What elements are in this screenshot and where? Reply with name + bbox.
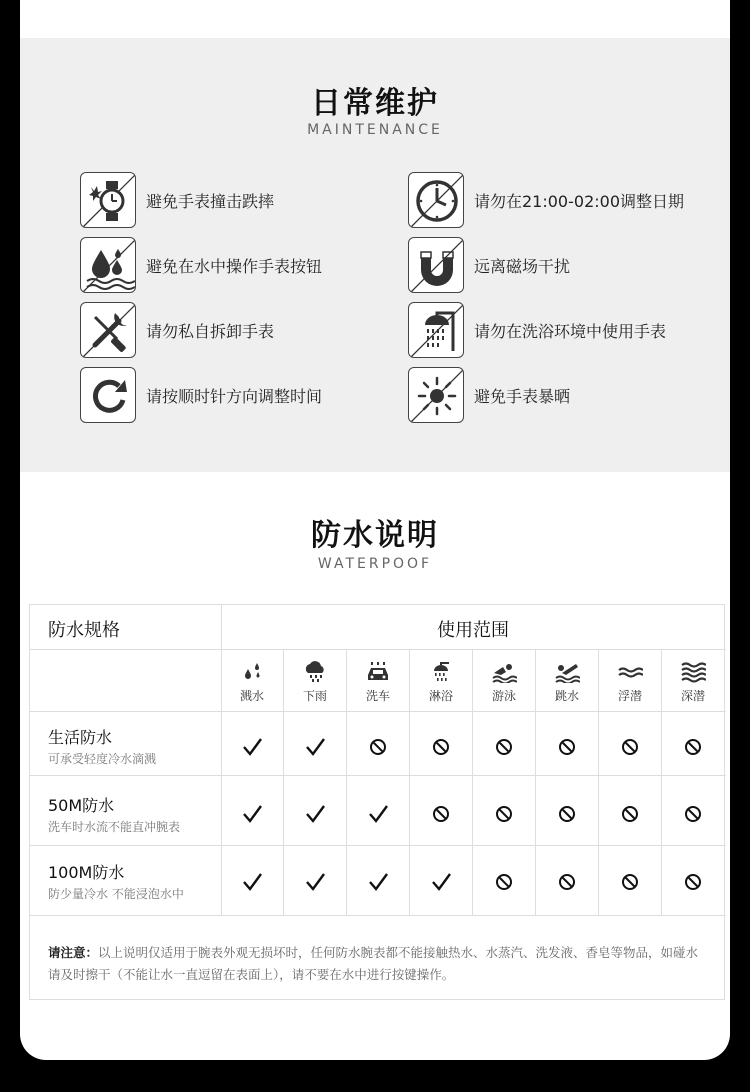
maintenance-item-label: 请勿在洗浴环境中使用手表 — [474, 321, 667, 341]
snorkel-icon — [617, 661, 643, 683]
maintenance-item — [408, 302, 666, 358]
car-wash-icon — [365, 661, 391, 683]
prohibited-icon — [536, 802, 598, 826]
watch-impact-icon — [80, 172, 136, 228]
usage-label: 游泳 — [491, 689, 516, 703]
maintenance-item-label: 避免手表撞击跌摔 — [146, 191, 275, 211]
tools-icon — [80, 302, 136, 358]
maintenance-item — [80, 172, 274, 228]
waterproof-subtitle: WATERPOOF — [317, 556, 433, 572]
usage-column — [473, 661, 535, 704]
spec-desc: 可承受轻度冷水滴溅 — [48, 752, 157, 766]
check-icon — [221, 735, 283, 759]
prohibited-icon — [536, 870, 598, 894]
spec-desc: 防少量冷水 不能浸泡水中 — [48, 887, 184, 901]
prohibited-icon — [473, 735, 535, 759]
usage-label: 跳水 — [554, 689, 579, 703]
note-label: 请注意： — [48, 945, 99, 960]
check-icon — [347, 870, 409, 894]
splash-icon — [240, 661, 264, 683]
prohibited-icon — [536, 735, 598, 759]
prohibited-icon — [410, 735, 472, 759]
maintenance-item-label: 远离磁场干扰 — [474, 256, 571, 276]
sun-icon — [408, 367, 464, 423]
spec-desc: 洗车时水流不能直冲腕表 — [48, 820, 181, 834]
check-icon — [284, 870, 346, 894]
maintenance-title: 日常维护 — [311, 86, 439, 121]
check-icon — [221, 802, 283, 826]
usage-column — [662, 661, 724, 704]
check-icon — [221, 870, 283, 894]
maintenance-section — [20, 38, 730, 472]
water-drops-icon — [80, 237, 136, 293]
maintenance-item — [408, 367, 570, 423]
maintenance-item-label: 请勿私自拆卸手表 — [146, 321, 275, 341]
prohibited-icon — [662, 735, 724, 759]
usage-column — [410, 661, 472, 704]
swim-icon — [491, 661, 517, 683]
shower-icon — [408, 302, 464, 358]
usage-column — [599, 661, 661, 704]
usage-label: 深潜 — [680, 689, 705, 703]
maintenance-item-label: 避免在水中操作手表按钮 — [146, 256, 323, 276]
deep-dive-icon — [680, 661, 706, 683]
usage-label: 下雨 — [302, 689, 327, 703]
page-card — [20, 0, 730, 1060]
prohibited-icon — [662, 870, 724, 894]
note-text — [48, 942, 708, 986]
waterproof-table — [29, 604, 725, 1000]
maintenance-item — [80, 367, 322, 423]
check-icon — [410, 870, 472, 894]
maintenance-item-label: 避免手表暴晒 — [474, 386, 571, 406]
maintenance-item-label: 请勿在21:00-02:00调整日期 — [474, 191, 684, 211]
prohibited-icon — [599, 870, 661, 894]
maintenance-item — [80, 302, 274, 358]
maintenance-subtitle: MAINTENANCE — [307, 122, 443, 138]
usage-header: 使用范围 — [437, 620, 509, 641]
usage-label: 溅水 — [239, 689, 264, 703]
usage-column — [284, 661, 346, 704]
prohibited-icon — [473, 802, 535, 826]
spec-header: 防水规格 — [48, 620, 120, 641]
rain-icon — [303, 661, 327, 683]
note-body: 以上说明仅适用于腕表外观无损坏时，任何防水腕表都不能接触热水、水蒸汽、洗发液、香皂等物品，如碰水请及时擦干（不能让水一直逗留在表面上），请不要在水中进行按键操作。 — [48, 945, 699, 982]
spec-name: 50M防水 — [48, 796, 115, 815]
shower-icon — [429, 661, 453, 683]
prohibited-icon — [599, 802, 661, 826]
clockwise-icon — [80, 367, 136, 423]
spec-name: 生活防水 — [48, 728, 113, 747]
usage-label: 浮潜 — [617, 689, 642, 703]
prohibited-icon — [599, 735, 661, 759]
check-icon — [284, 735, 346, 759]
usage-column — [536, 661, 598, 704]
usage-label: 洗车 — [365, 689, 390, 703]
usage-column — [347, 661, 409, 704]
usage-label: 淋浴 — [428, 689, 453, 703]
dive-icon — [554, 661, 580, 683]
clock-icon — [408, 172, 464, 228]
maintenance-item — [80, 237, 322, 293]
maintenance-item — [408, 172, 684, 228]
waterproof-title: 防水说明 — [311, 518, 439, 553]
prohibited-icon — [473, 870, 535, 894]
check-icon — [347, 802, 409, 826]
prohibited-icon — [662, 802, 724, 826]
magnet-icon — [408, 237, 464, 293]
prohibited-icon — [347, 735, 409, 759]
prohibited-icon — [410, 802, 472, 826]
maintenance-item-label: 请按顺时针方向调整时间 — [146, 386, 323, 406]
maintenance-item — [408, 237, 570, 293]
check-icon — [284, 802, 346, 826]
usage-column — [221, 661, 283, 704]
spec-name: 100M防水 — [48, 863, 125, 882]
